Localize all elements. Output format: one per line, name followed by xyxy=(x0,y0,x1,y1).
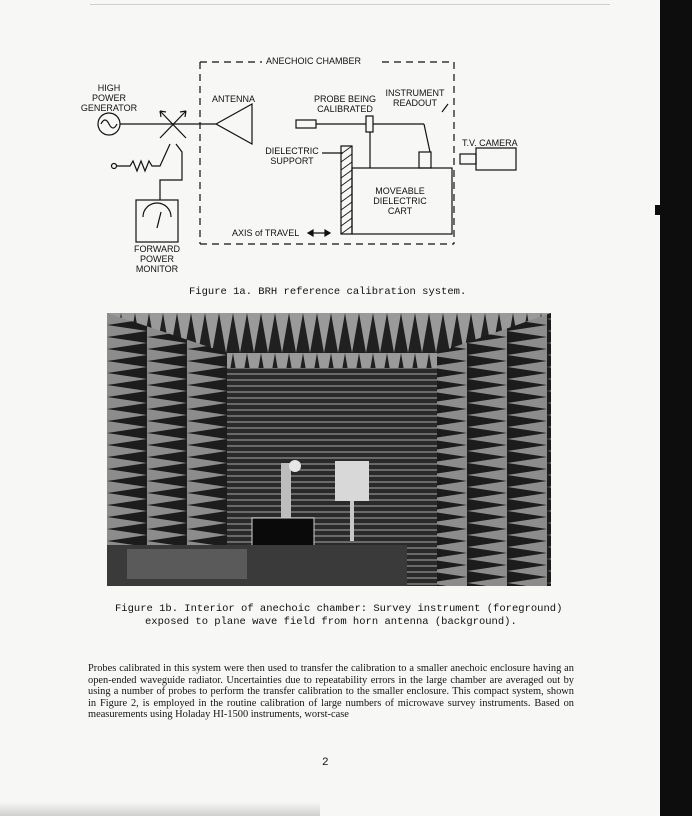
right-wall-absorber xyxy=(437,313,551,586)
support-label xyxy=(262,146,322,166)
instrument-readout-icon xyxy=(419,152,431,168)
probe-label xyxy=(312,94,378,114)
tv-camera-lens xyxy=(460,154,476,164)
chamber-label: ANECHOIC CHAMBER xyxy=(266,56,362,66)
axis-arrow-left xyxy=(308,230,313,236)
support-label-line-2: SUPPORT xyxy=(270,156,314,166)
figure-1b-caption-line-2: exposed to plane wave field from horn antenna (background). xyxy=(145,616,517,628)
probe-label-line-2: CALIBRATED xyxy=(317,104,373,114)
readout-label-line-1: INSTRUMENT xyxy=(385,88,445,98)
monitor-label-line-2: POWER xyxy=(139,254,174,264)
camera-label: T.V. CAMERA xyxy=(462,138,518,148)
meter-needle xyxy=(157,212,161,228)
generator-label xyxy=(78,83,140,113)
figure-1a-diagram xyxy=(0,0,692,290)
chamber-photo-drawing xyxy=(107,313,551,586)
load-terminal xyxy=(112,164,117,169)
monitor-label-line-1: FORWARD xyxy=(134,244,180,254)
generator-label-line-1: HIGH xyxy=(97,83,121,93)
cart-label xyxy=(362,186,438,216)
support-hatching xyxy=(341,146,352,234)
figure-1a-caption: Figure 1a. BRH reference calibration system. xyxy=(189,286,467,298)
probe-clamp xyxy=(366,116,373,132)
page-number: 2 xyxy=(322,757,329,769)
monitor-label xyxy=(128,244,186,274)
generator-wave-icon xyxy=(101,120,117,128)
probe-label-line-1: PROBE BEING xyxy=(313,94,376,104)
cart-label-line-2: DIELECTRIC xyxy=(373,196,427,206)
antenna-label: ANTENNA xyxy=(212,94,256,104)
survey-probe xyxy=(289,460,301,472)
horn-antenna-background xyxy=(335,461,369,501)
readout-label-line-2: READOUT xyxy=(392,98,437,108)
horn-support xyxy=(350,501,354,541)
support-label-line-1: DIELECTRIC xyxy=(265,146,319,156)
readout-cable xyxy=(424,124,430,152)
generator-label-line-3: GENERATOR xyxy=(80,103,138,113)
cart-label-line-3: CART xyxy=(387,206,413,216)
power-monitor-box xyxy=(136,200,178,242)
tv-camera-body xyxy=(476,148,516,170)
generator-label-line-2: POWER xyxy=(91,93,126,103)
probe-stand xyxy=(281,463,291,521)
diagram-lines xyxy=(0,0,692,290)
cart-label-line-1: MOVEABLE xyxy=(375,186,425,196)
figure-1b-photo xyxy=(107,313,551,586)
monitor-lead xyxy=(160,144,182,200)
dielectric-cart-top xyxy=(252,518,314,546)
body-paragraph: Probes calibrated in this system were then used to transfer the calibration to a smaller anechoic enclosure having an open-ended waveguide radiator. Uncertainties due to repeatability errors in the large chamber are averaged out by using a number of probes to perform the transfer calibration to the smaller enclosure. This compact system, shown in Figure 2, is employed in the routine calibration of large numbers of microwave survey instruments. Based on measurements using Holaday HI-1500 instruments, worst-case xyxy=(88,663,574,721)
probe-icon xyxy=(296,120,316,128)
axis-arrow-right xyxy=(325,230,330,236)
meter-scale xyxy=(143,203,171,217)
monitor-label-line-3: MONITOR xyxy=(135,264,179,274)
figure-1b-caption-line-1: Figure 1b. Interior of anechoic chamber: Survey instrument (foreground) xyxy=(115,603,563,615)
antenna-horn-icon xyxy=(216,104,252,144)
axis-label: AXIS of TRAVEL xyxy=(232,228,300,238)
load-resistor-icon xyxy=(117,144,170,171)
foreground-instrument xyxy=(127,549,247,579)
readout-label xyxy=(382,88,448,108)
scan-bottom-shadow xyxy=(0,802,320,816)
